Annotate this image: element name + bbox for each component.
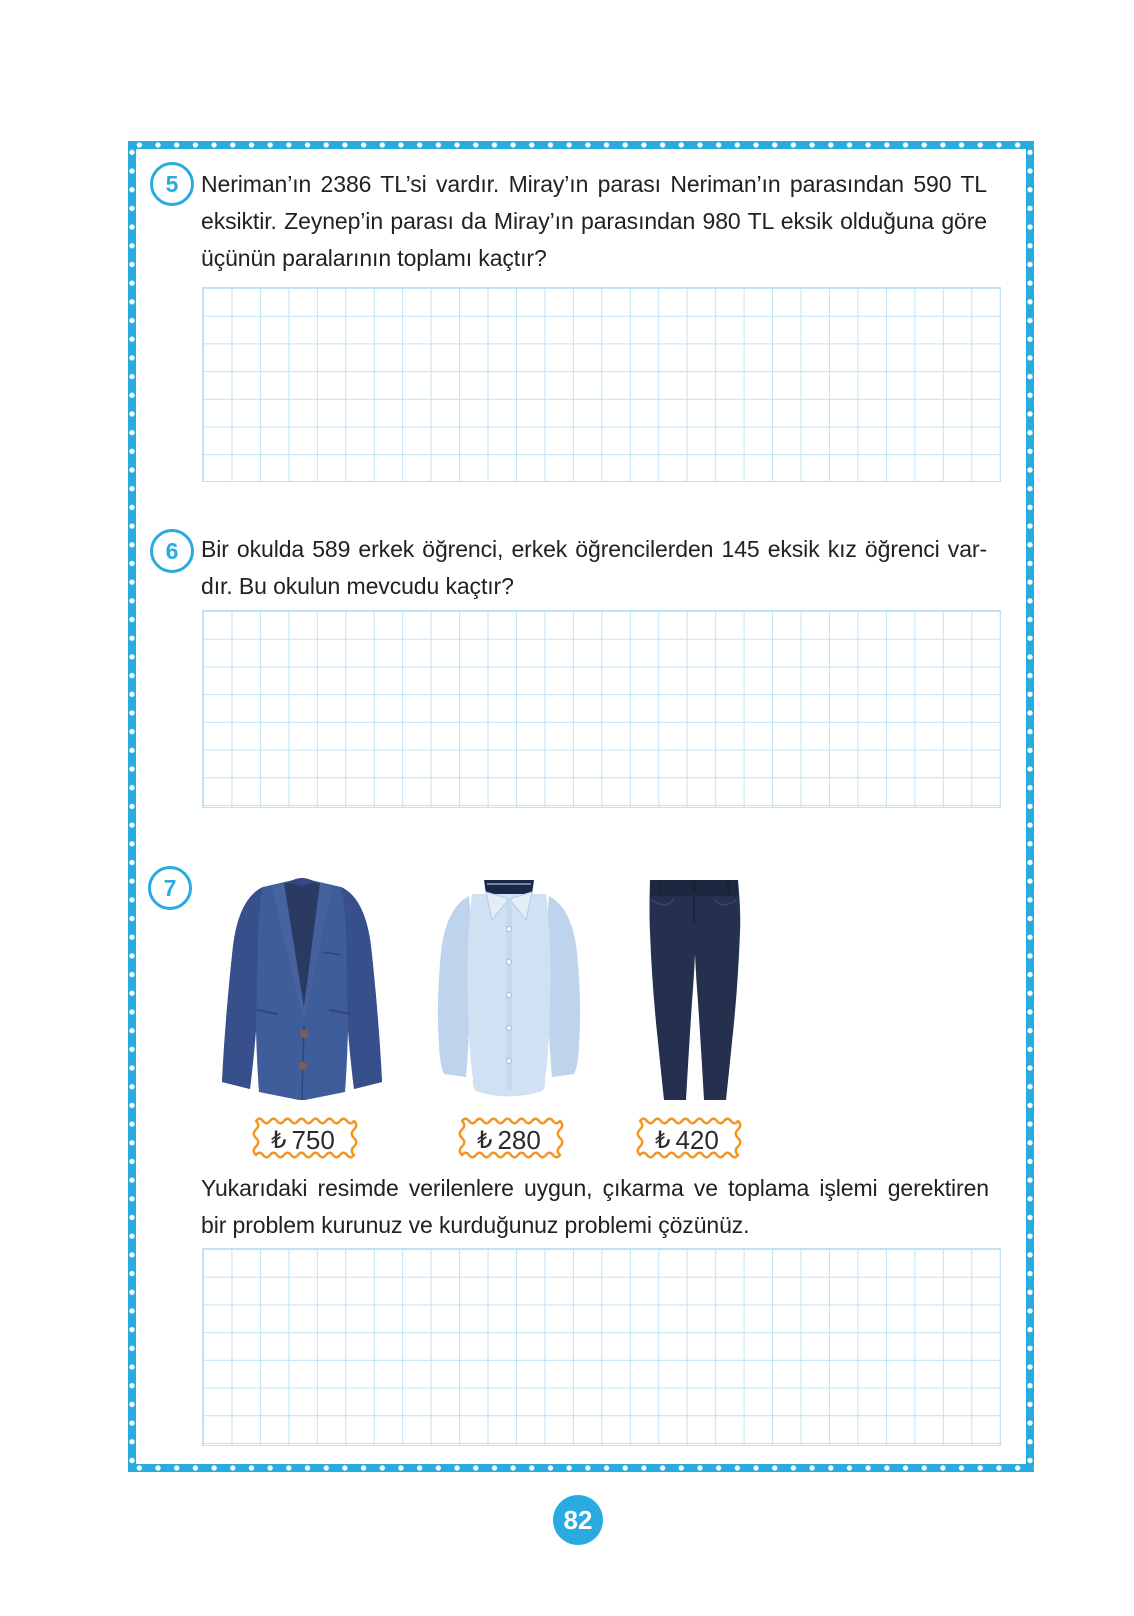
pants-image (638, 872, 750, 1108)
problem-7-number: 7 (163, 874, 177, 901)
price-label (630, 1116, 744, 1164)
problem-5-number: 5 (165, 170, 179, 197)
price-amount: 750 (291, 1124, 335, 1155)
answer-grid-problem-7 (202, 1248, 1001, 1446)
price-label (246, 1116, 360, 1164)
price-tag-jacket (246, 1114, 360, 1162)
lira-symbol: ₺ (477, 1126, 493, 1154)
problem-6-number: 6 (165, 537, 179, 564)
price-tag-pants (630, 1114, 744, 1162)
problem-5-line-3: üçünün paralarının toplamı kaçtır? (201, 245, 547, 271)
problem-5-text (201, 166, 987, 277)
problem-7-line-1: Yukarıdaki resimde verilenlere uygun, çıkarma ve toplama işlemi gerektiren (201, 1175, 989, 1201)
price-amount: 280 (497, 1124, 541, 1155)
price-amount: 420 (675, 1124, 719, 1155)
border-dots-bottom (128, 1464, 1034, 1472)
problem-6-line-2: dır. Bu okulun mevcudu kaçtır? (201, 573, 514, 599)
answer-grid-problem-6 (202, 610, 1001, 808)
problem-7-number-badge (148, 866, 192, 910)
price-tag-shirt (452, 1114, 566, 1162)
page-number-badge (553, 1495, 603, 1545)
border-dots-left (128, 141, 136, 1472)
problem-5-line-1: Neriman’ın 2386 TL’si vardır. Miray’ın parası Neriman’ın parasından 590 TL (201, 171, 987, 197)
answer-grid-problem-5 (202, 287, 1001, 482)
problem-6-line-1: Bir okulda 589 erkek öğrenci, erkek öğrencilerden 145 eksik kız öğrenci var- (201, 536, 987, 562)
lira-symbol: ₺ (655, 1126, 671, 1154)
shirt-image (424, 872, 594, 1102)
border-dots-right (1026, 141, 1034, 1472)
problem-6-number-badge (150, 529, 194, 573)
lira-symbol: ₺ (271, 1126, 287, 1154)
problem-6-text (201, 531, 987, 605)
price-label (452, 1116, 566, 1164)
page-number: 82 (563, 1504, 593, 1535)
jacket-image (211, 872, 393, 1102)
problem-5-number-badge (150, 162, 194, 206)
border-dots-top (128, 141, 1034, 149)
problem-7-instruction (201, 1170, 989, 1244)
problem-7-line-2: bir problem kurunuz ve kurduğunuz problemi çözünüz. (201, 1212, 750, 1238)
problem-5-line-2: eksiktir. Zeynep’in parası da Miray’ın parasından 980 TL eksik olduğuna göre (201, 208, 987, 234)
